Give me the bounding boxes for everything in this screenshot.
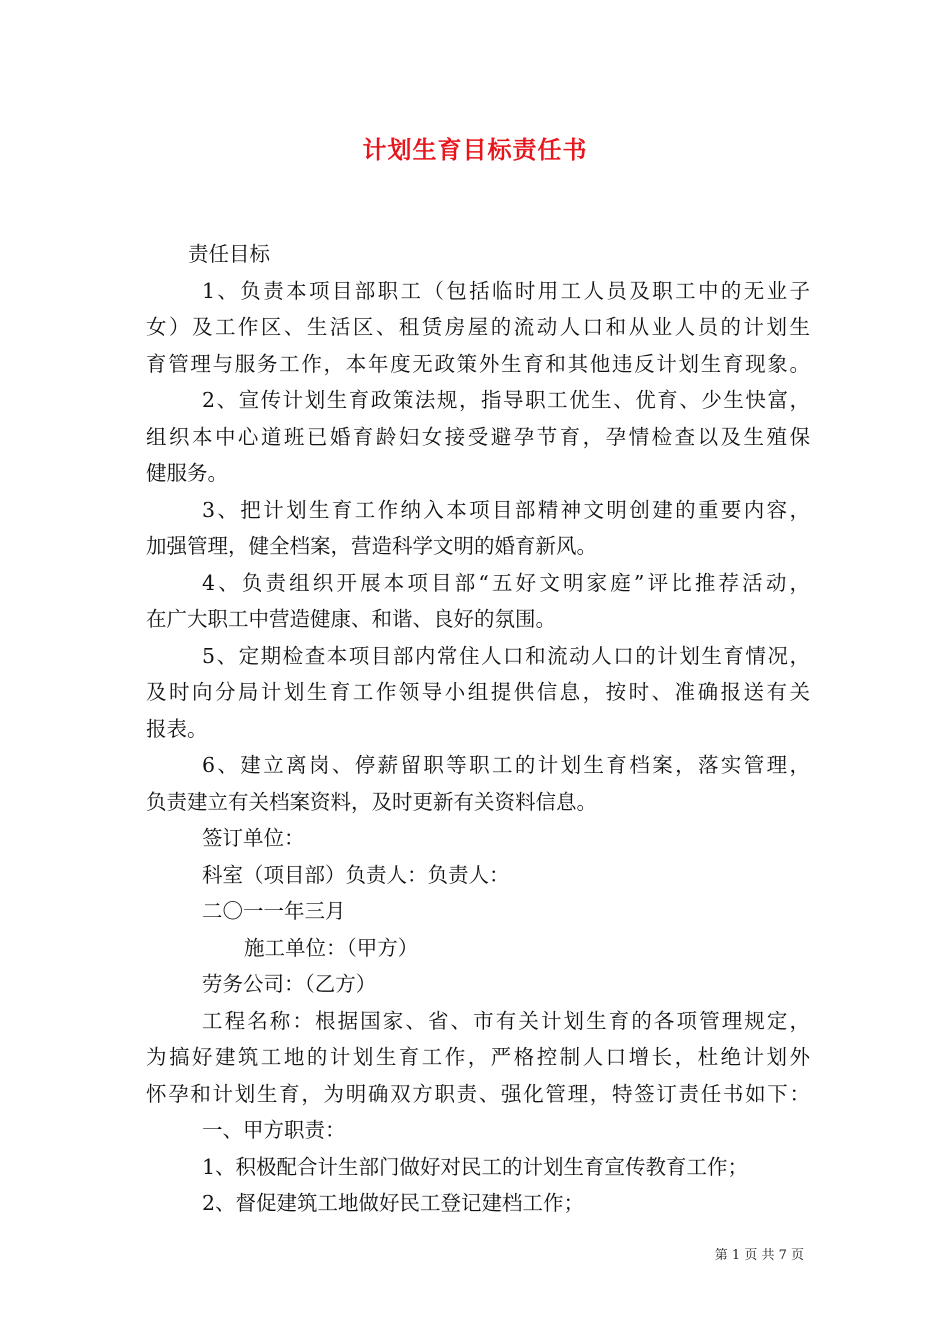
party-b-label: 劳务公司：（乙方）: [202, 972, 377, 996]
paragraph-line: 在广大职工中营造健康、和谐、良好的氛围。: [146, 607, 556, 631]
paragraph-line: 5、定期检查本项目部内常住人口和流动人口的计划生育情况，: [202, 643, 810, 668]
paragraph-line: 及时向分局计划生育工作领导小组提供信息，按时、准确报送有关: [146, 680, 810, 704]
document-body: [146, 236, 810, 1222]
paragraph-line: 3、把计划生育工作纳入本项目部精神文明创建的重要内容，: [202, 497, 810, 522]
paragraph-line: 加强管理，健全档案，营造科学文明的婚育新风。: [146, 534, 597, 558]
paragraph-line: 为搞好建筑工地的计划生育工作，严格控制人口增长，杜绝计划外: [146, 1045, 810, 1069]
section-heading: 一、甲方职责：: [202, 1118, 346, 1142]
list-item: 2、督促建筑工地做好民工登记建档工作；: [202, 1191, 585, 1215]
paragraph-line: 组织本中心道班已婚育龄妇女接受避孕节育，孕情检查以及生殖保: [146, 424, 810, 449]
paragraph-line: 女）及工作区、生活区、租赁房屋的流动人口和从业人员的计划生: [146, 315, 810, 339]
paragraph-line: 育管理与服务工作，本年度无政策外生育和其他违反计划生育现象。: [146, 351, 810, 376]
paragraph-line: 怀孕和计划生育，为明确双方职责、强化管理，特签订责任书如下：: [146, 1081, 810, 1106]
paragraph-line: 报表。: [146, 716, 208, 741]
responsible-person-label: 科室（项目部）负责人：负责人：: [202, 862, 510, 887]
page-number: 第 1 页 共 7 页: [714, 1248, 804, 1263]
paragraph-line: 2、宣传计划生育政策法规，指导职工优生、优育、少生快富，: [202, 388, 810, 412]
signing-date: 二〇一一年三月: [202, 899, 346, 923]
list-item: 1、积极配合计生部门做好对民工的计划生育宣传教育工作；: [202, 1154, 749, 1179]
signing-unit-label: 签订单位：: [202, 826, 305, 850]
paragraph-line: 健服务。: [146, 461, 228, 485]
paragraph-line: 负责建立有关档案资料，及时更新有关资料信息。: [146, 789, 597, 814]
paragraph-line: 工程名称：根据国家、省、市有关计划生育的各项管理规定，: [202, 1008, 810, 1033]
paragraph-line: 1、负责本项目部职工（包括临时用工人员及职工中的无业子: [202, 278, 810, 303]
paragraph-line: 4、负责组织开展本项目部“五好文明家庭”评比推荐活动，: [202, 570, 810, 595]
section-heading: 责任目标: [188, 242, 270, 266]
party-a-label: 施工单位：（甲方）: [244, 935, 419, 960]
document-title: 计划生育目标责任书: [362, 135, 588, 164]
paragraph-line: 6、建立离岗、停薪留职等职工的计划生育档案，落实管理，: [202, 753, 810, 777]
